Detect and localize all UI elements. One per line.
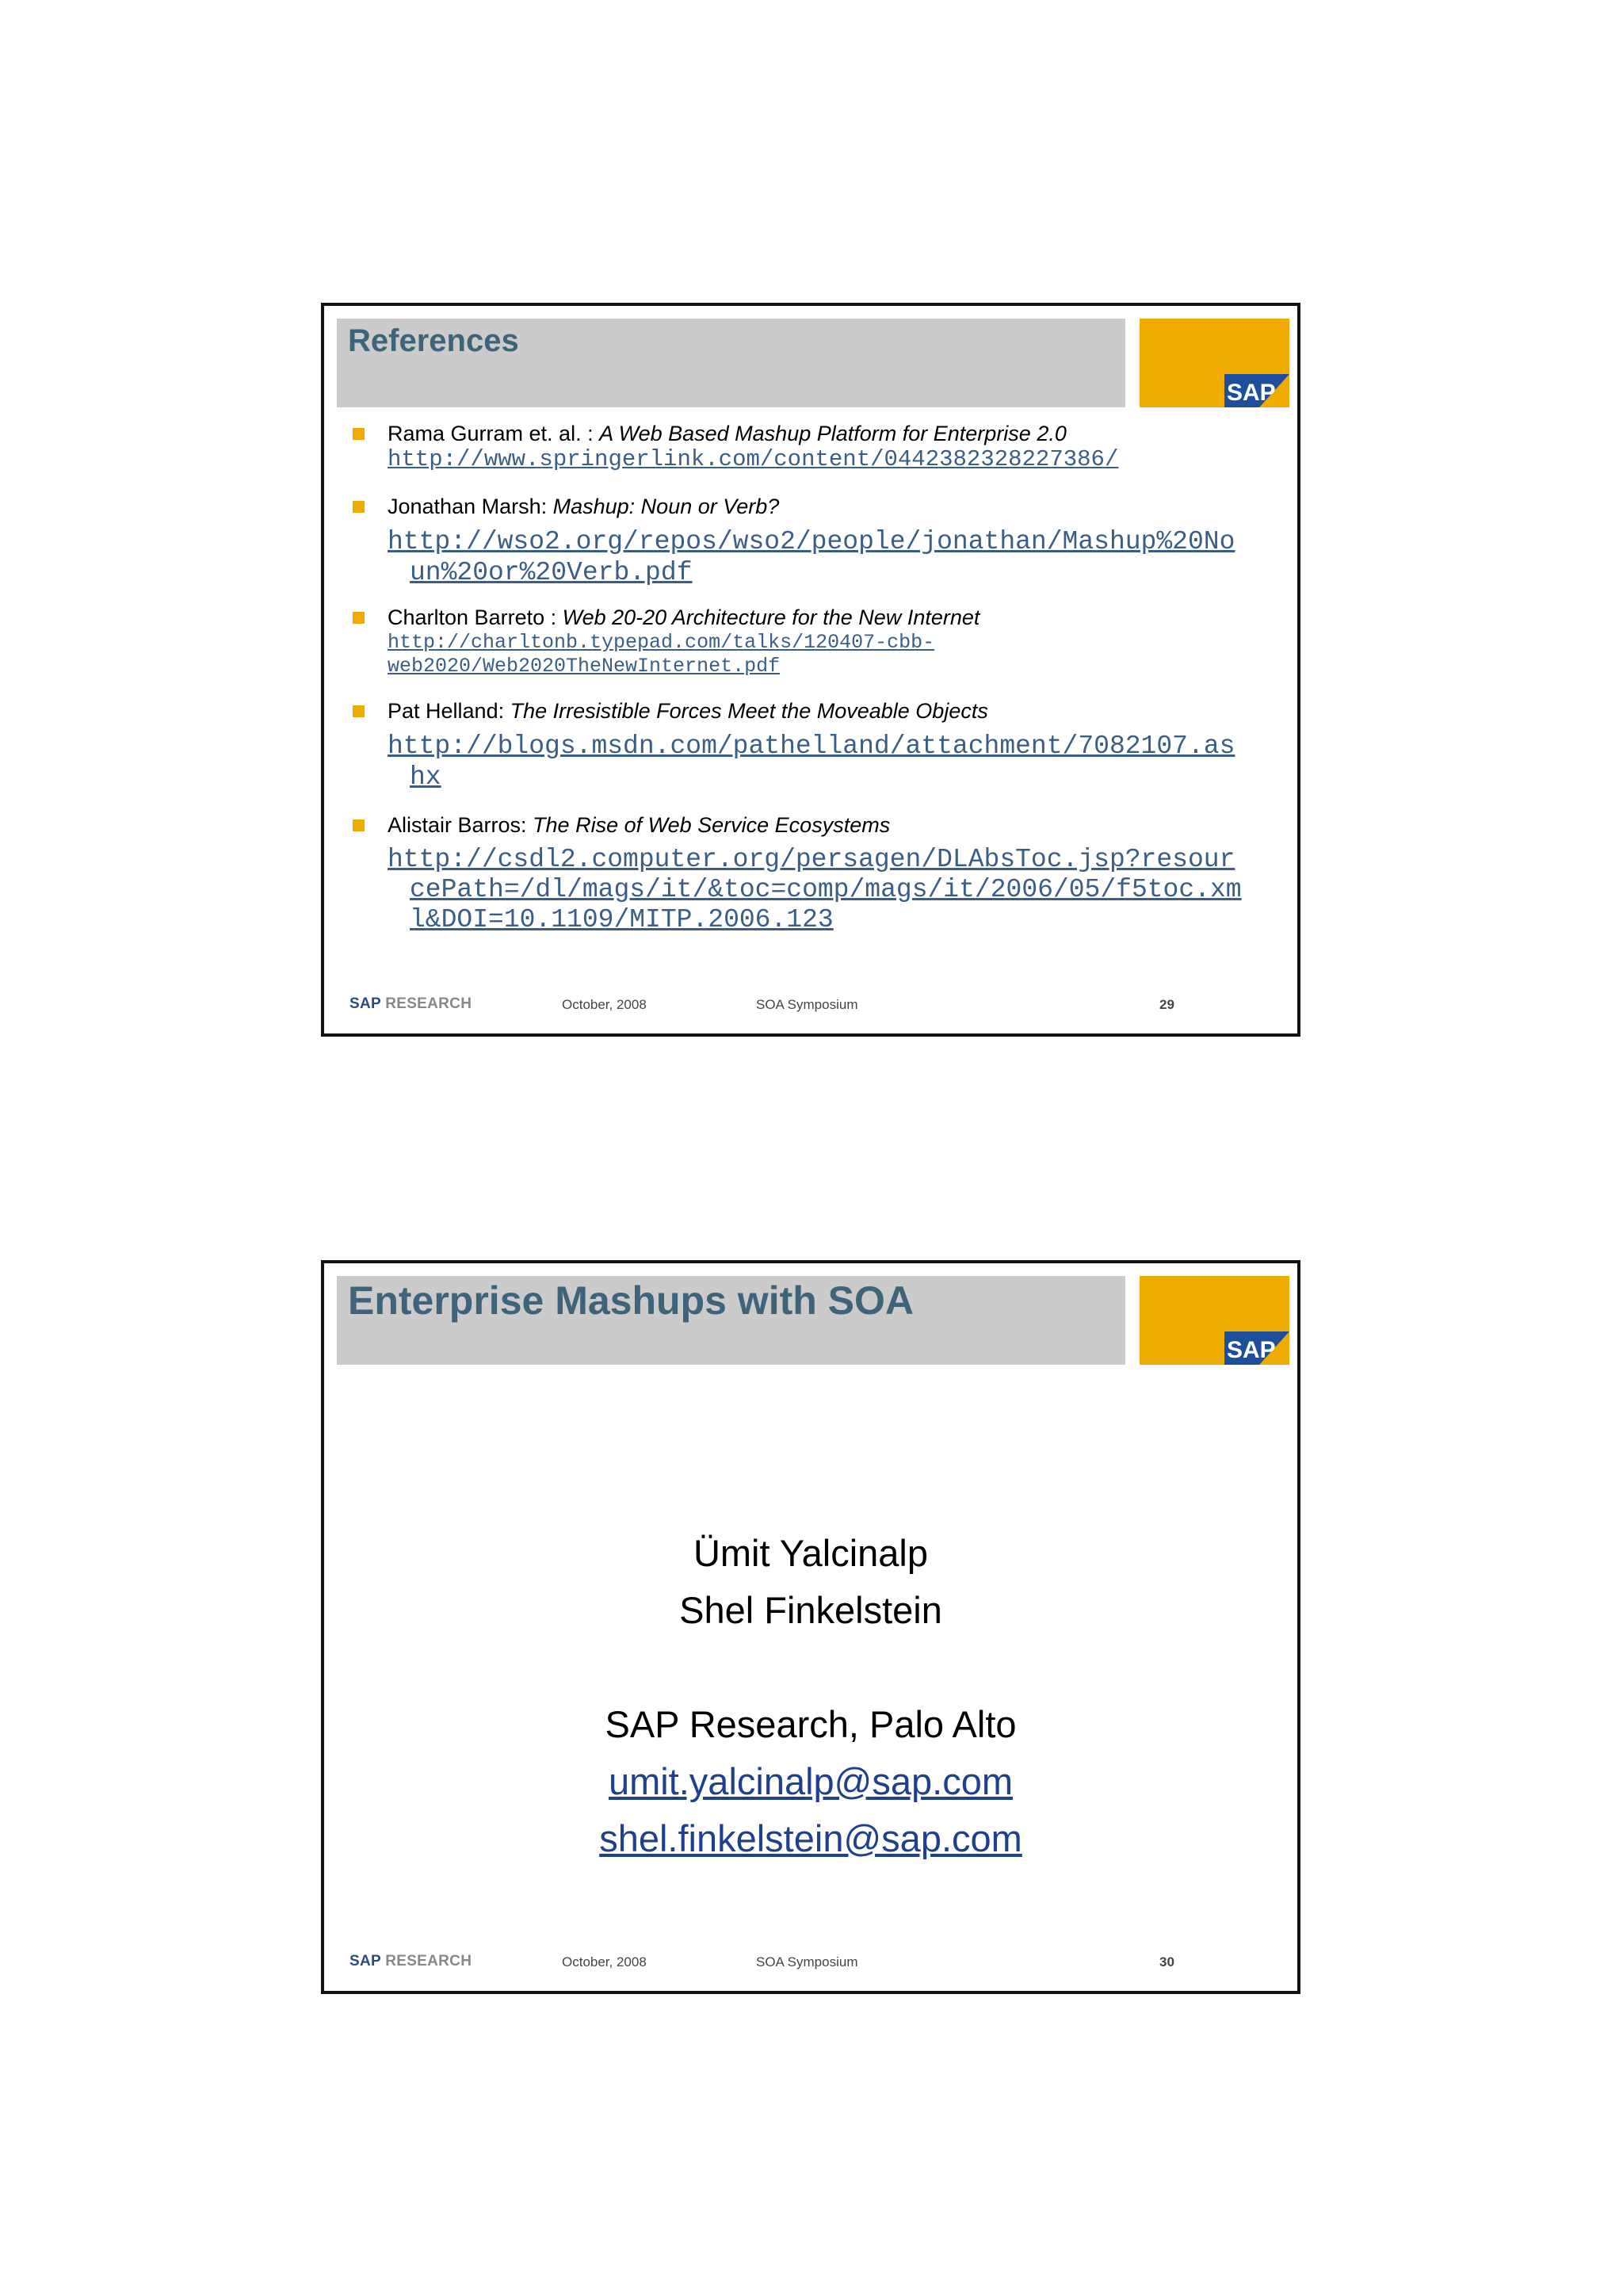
- bullet-icon: [353, 501, 365, 513]
- author-name: Shel Finkelstein: [679, 1589, 942, 1631]
- affiliation: SAP Research, Palo Alto: [605, 1703, 1017, 1745]
- title-bar: [337, 1276, 1125, 1365]
- references-list: [346, 417, 1274, 935]
- page-number: 29: [1159, 997, 1174, 1012]
- reference-link[interactable]: http://blogs.msdn.com/pathelland/attachment/7082107.as hx: [388, 732, 1235, 792]
- reference-item: [346, 604, 1274, 678]
- reference-author: Charlton Barreto :: [388, 606, 563, 629]
- svg-text:SAP: SAP: [1227, 380, 1276, 406]
- reference-title: The Rise of Web Service Ecosystems: [533, 813, 891, 837]
- bullet-icon: [353, 428, 365, 440]
- bullet-icon: [353, 612, 365, 624]
- author-name: Ümit Yalcinalp: [693, 1532, 929, 1574]
- page-number: 30: [1159, 1954, 1174, 1969]
- bullet-icon: [353, 705, 365, 717]
- sap-logo-box: [1140, 1276, 1289, 1365]
- reference-link[interactable]: http://www.springerlink.com/content/0442382328227386/: [388, 446, 1119, 472]
- reference-author: Pat Helland:: [388, 699, 510, 723]
- slide-title-page: [321, 1260, 1300, 1994]
- slide-references: [321, 303, 1300, 1037]
- reference-item: [346, 697, 1274, 793]
- footer-event: SOA Symposium: [756, 1954, 858, 1969]
- reference-item: [346, 812, 1274, 935]
- authors-block: [324, 1525, 1297, 1867]
- email-link[interactable]: umit.yalcinalp@sap.com: [608, 1760, 1014, 1802]
- footer-brand: SAP RESEARCH: [349, 995, 472, 1012]
- reference-item: [346, 420, 1274, 472]
- reference-title: Web 20-20 Architecture for the New Internet: [562, 606, 980, 629]
- footer-event: SOA Symposium: [756, 997, 858, 1012]
- reference-title: The Irresistible Forces Meet the Moveable Objects: [510, 699, 988, 723]
- email-link[interactable]: shel.finkelstein@sap.com: [599, 1817, 1022, 1859]
- svg-text:SAP: SAP: [1227, 1337, 1276, 1363]
- sap-logo-icon: [1224, 1331, 1289, 1365]
- reference-author: Jonathan Marsh:: [388, 495, 553, 518]
- sap-logo-icon: [1224, 374, 1289, 407]
- footer-date: October, 2008: [562, 997, 647, 1012]
- reference-link[interactable]: http://wso2.org/repos/wso2/people/jonathan/Mashup%20No un%20or%20Verb.pdf: [388, 527, 1235, 587]
- reference-link[interactable]: http://csdl2.computer.org/persagen/DLAbsToc.jsp?resour cePath=/dl/mags/it/&toc=comp/mags/it/2006/05/f5toc.xm l&DOI=10.1109/MITP.2006.123: [388, 845, 1242, 934]
- reference-title: Mashup: Noun or Verb?: [552, 495, 780, 518]
- bullet-icon: [353, 819, 365, 831]
- title-bar: [337, 319, 1125, 407]
- reference-author: Alistair Barros:: [388, 813, 533, 837]
- reference-link[interactable]: http://charltonb.typepad.com/talks/120407-cbb- web2020/Web2020TheNewInternet.pdf: [388, 631, 935, 678]
- footer-brand: SAP RESEARCH: [349, 1953, 472, 1969]
- slide-title: References: [348, 323, 519, 358]
- sap-logo-box: [1140, 319, 1289, 407]
- reference-item: [346, 493, 1274, 588]
- slide-title: Enterprise Mashups with SOA: [348, 1278, 915, 1323]
- footer-date: October, 2008: [562, 1954, 647, 1969]
- reference-author: Rama Gurram et. al. :: [388, 422, 600, 445]
- reference-title: A Web Based Mashup Platform for Enterprise 2.0: [599, 422, 1067, 445]
